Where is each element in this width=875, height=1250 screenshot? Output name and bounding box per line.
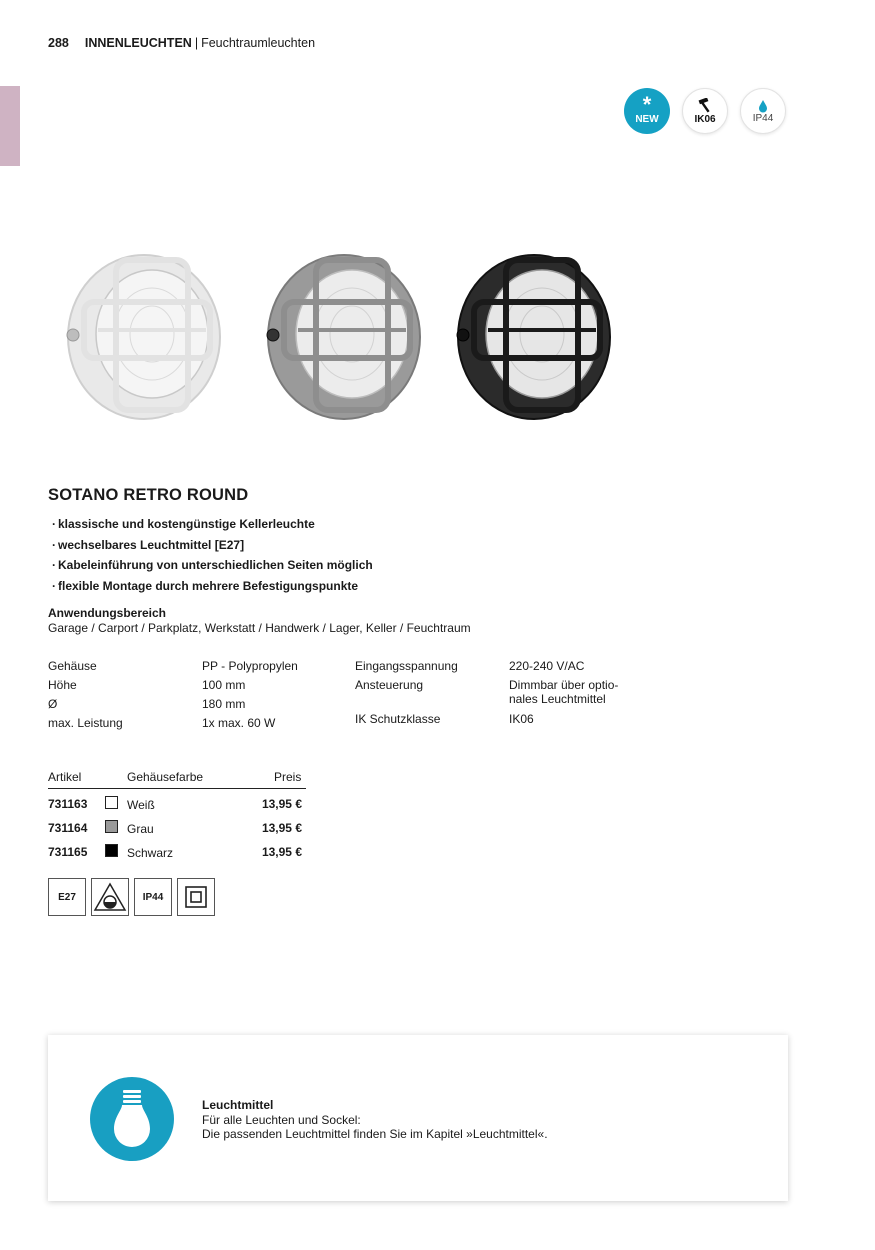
subsection-title: Feuchtraumleuchten <box>201 36 316 50</box>
article-number: 731165 <box>48 845 88 859</box>
protection-class-ii-box <box>177 878 215 916</box>
table-header-color: Gehäusefarbe <box>127 770 204 784</box>
new-badge-label: NEW <box>635 113 659 125</box>
spec-label-height: Höhe <box>48 678 77 692</box>
spec-label-ik: IK Schutzklasse <box>355 712 441 726</box>
feature-item: · flexible Montage durch mehrere Befestigungspunkte <box>52 578 373 599</box>
spec-value-ik: IK06 <box>509 712 534 726</box>
spec-value-power: 1x max. 60 W <box>202 716 276 730</box>
spec-label-diameter: Ø <box>48 697 58 711</box>
ip44-label: IP44 <box>142 891 164 903</box>
feature-list <box>52 516 373 598</box>
table-row <box>48 844 306 860</box>
article-number: 731164 <box>48 821 88 835</box>
table-header-price: Preis <box>274 770 302 784</box>
e27-label: E27 <box>58 891 76 903</box>
ik-badge-label: IK06 <box>694 113 716 125</box>
spec-value-control-line2: nales Leuchtmittel <box>509 692 606 706</box>
hot-surface-warning-box <box>91 878 129 916</box>
table-header-divider <box>48 788 306 789</box>
ip-badge-label: IP44 <box>752 112 774 124</box>
asterisk-icon: * <box>642 91 652 117</box>
color-swatch-black <box>105 844 118 857</box>
protection-class-ii-icon <box>184 885 208 909</box>
usage-heading: Anwendungsbereich <box>48 606 167 620</box>
spec-value-voltage: 220-240 V/AC <box>509 659 585 673</box>
light-bulb-badge <box>90 1077 174 1161</box>
spec-label-control: Ansteuerung <box>355 678 424 692</box>
e27-socket-box <box>48 878 86 916</box>
ip-rating-badge <box>740 88 786 134</box>
article-number: 731163 <box>48 797 88 811</box>
color-name: Schwarz <box>127 846 174 860</box>
spec-label-housing: Gehäuse <box>48 659 97 673</box>
new-badge <box>624 88 670 134</box>
price: 13,95 € <box>261 797 302 811</box>
price: 13,95 € <box>261 845 302 859</box>
spec-value-diameter: 180 mm <box>202 697 246 711</box>
ik-rating-badge <box>682 88 728 134</box>
table-header-article: Artikel <box>48 770 82 784</box>
table-row <box>48 796 306 812</box>
light-bulb-icon <box>90 1077 174 1161</box>
info-line-2: Die passenden Leuchtmittel finden Sie im Kapitel »Leuchtmittel«. <box>202 1127 548 1141</box>
spec-label-power: max. Leistung <box>48 716 123 730</box>
color-name: Grau <box>127 822 154 836</box>
spec-value-housing: PP - Polypropylen <box>202 659 298 673</box>
color-swatch-grey <box>105 820 118 833</box>
spec-value-control-line1: Dimmbar über optio- <box>509 678 619 692</box>
hot-surface-warning-icon <box>93 882 127 912</box>
feature-item: · wechselbares Leuchtmittel [E27] <box>52 537 373 558</box>
color-swatch-white <box>105 796 118 809</box>
product-title: SOTANO RETRO ROUND <box>48 486 249 504</box>
feature-item: · klassische und kostengünstige Kellerleuchte <box>52 516 373 537</box>
water-drop-icon <box>757 99 769 113</box>
hammer-icon <box>695 98 715 114</box>
info-title: Leuchtmittel <box>202 1098 274 1112</box>
page-number: 288 <box>48 36 69 50</box>
spec-value-height: 100 mm <box>202 678 246 692</box>
ip44-box <box>134 878 172 916</box>
chapter-tab-marker <box>0 86 20 166</box>
info-line-1: Für alle Leuchten und Sockel: <box>202 1113 361 1127</box>
lamp-image-black <box>444 246 624 426</box>
page-header <box>48 36 315 50</box>
color-name: Weiß <box>127 798 155 812</box>
spec-label-voltage: Eingangsspannung <box>355 659 458 673</box>
table-row <box>48 820 306 836</box>
feature-item: · Kabeleinführung von unterschiedlichen Seiten möglich <box>52 557 373 578</box>
light-source-info-box <box>48 1035 788 1201</box>
lamp-image-grey <box>254 246 434 426</box>
section-title: INNENLEUCHTEN <box>84 36 192 50</box>
header-separator: | <box>194 36 199 50</box>
price: 13,95 € <box>261 821 302 835</box>
usage-text: Garage / Carport / Parkplatz, Werkstatt / Handwerk / Lager, Keller / Feuchtraum <box>48 621 471 635</box>
lamp-image-white <box>54 246 234 426</box>
